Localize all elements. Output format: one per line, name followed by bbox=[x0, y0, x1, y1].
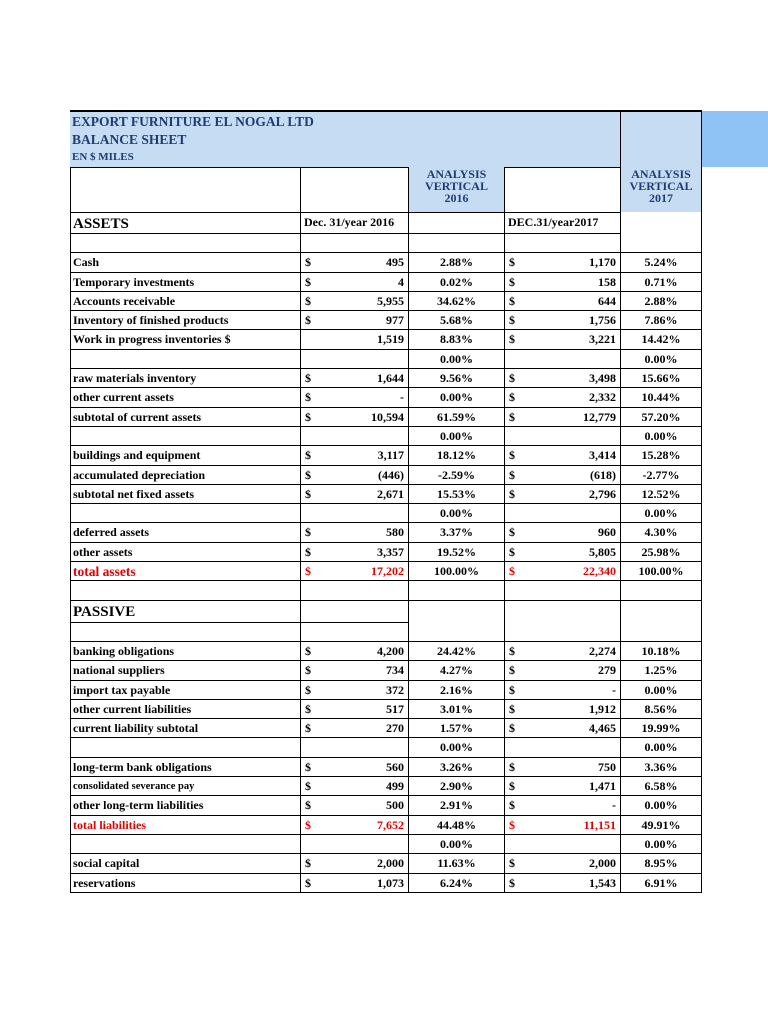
percent-2016: 8.83% bbox=[408, 330, 504, 349]
unit-label: EN $ MILES bbox=[72, 151, 134, 163]
value-2016: 4,200 bbox=[318, 642, 408, 661]
value-2016: 977 bbox=[318, 311, 408, 330]
column-header-row bbox=[70, 167, 702, 212]
table-row bbox=[70, 523, 702, 542]
value-2017: 2,274 bbox=[522, 642, 620, 661]
percent-2016: 0.00% bbox=[408, 504, 504, 523]
table-row bbox=[70, 485, 702, 504]
percent-2017: 14.42% bbox=[620, 330, 702, 349]
percent-2017: 57.20% bbox=[620, 408, 702, 427]
table-row bbox=[70, 642, 702, 661]
value-2016: 1,519 bbox=[318, 330, 408, 349]
value-2016 bbox=[318, 350, 408, 369]
value-2017: 2,796 bbox=[522, 485, 620, 504]
currency-2017: $ bbox=[504, 311, 522, 330]
percent-2016: 15.53% bbox=[408, 485, 504, 504]
percent-2016: 44.48% bbox=[408, 816, 504, 835]
currency-2017: $ bbox=[504, 273, 522, 292]
value-2017: - bbox=[522, 681, 620, 700]
value-2017: 11,151 bbox=[522, 816, 620, 835]
percent-2017: 0.00% bbox=[620, 427, 702, 446]
percent-2017: 6.58% bbox=[620, 777, 702, 796]
currency-2017: $ bbox=[504, 874, 522, 893]
currency-2016: $ bbox=[300, 758, 318, 777]
table-row bbox=[70, 601, 702, 623]
value-2017: 1,471 bbox=[522, 777, 620, 796]
value-2017 bbox=[522, 350, 620, 369]
row-label: other current liabilities bbox=[70, 700, 300, 719]
currency-2017: $ bbox=[504, 292, 522, 311]
percent-2017: 1.25% bbox=[620, 661, 702, 680]
currency-2016: $ bbox=[300, 408, 318, 427]
table-row bbox=[70, 681, 702, 700]
value-2016 bbox=[318, 504, 408, 523]
percent-2017: 0.00% bbox=[620, 796, 702, 815]
currency-2016 bbox=[300, 504, 318, 523]
percent-2017: 3.36% bbox=[620, 758, 702, 777]
value-2017 bbox=[522, 427, 620, 446]
row-label: total assets bbox=[70, 562, 300, 581]
value-2017: 3,221 bbox=[522, 330, 620, 349]
currency-2016: $ bbox=[300, 485, 318, 504]
value-2017: 644 bbox=[522, 292, 620, 311]
table-row bbox=[70, 758, 702, 777]
table-row bbox=[70, 738, 702, 757]
percent-2016: 3.01% bbox=[408, 700, 504, 719]
percent-2016: 34.62% bbox=[408, 292, 504, 311]
percent-2017: 0.00% bbox=[620, 738, 702, 757]
value-2016: 2,000 bbox=[318, 854, 408, 873]
table-row bbox=[70, 623, 702, 642]
percent-2016: 0.00% bbox=[408, 738, 504, 757]
currency-2016: $ bbox=[300, 292, 318, 311]
currency-2017: $ bbox=[504, 681, 522, 700]
row-label: accumulated depreciation bbox=[70, 466, 300, 485]
percent-2016: 0.00% bbox=[408, 388, 504, 407]
value-2016: - bbox=[318, 388, 408, 407]
currency-2017 bbox=[504, 504, 522, 523]
percent-2016: 0.00% bbox=[408, 835, 504, 854]
row-label: subtotal of current assets bbox=[70, 408, 300, 427]
percent-2016: 0.00% bbox=[408, 350, 504, 369]
value-2017: 3,498 bbox=[522, 369, 620, 388]
percent-2016: 1.57% bbox=[408, 719, 504, 738]
value-2016: 4 bbox=[318, 273, 408, 292]
percent-2016: 4.27% bbox=[408, 661, 504, 680]
table-row bbox=[70, 273, 702, 292]
percent-2016: 2.91% bbox=[408, 796, 504, 815]
row-label: reservations bbox=[70, 874, 300, 893]
percent-2017: 10.44% bbox=[620, 388, 702, 407]
percent-2017: 12.52% bbox=[620, 485, 702, 504]
row-label: buildings and equipment bbox=[70, 446, 300, 465]
value-2017: 2,000 bbox=[522, 854, 620, 873]
value-2017: 1,543 bbox=[522, 874, 620, 893]
percent-2017: 7.86% bbox=[620, 311, 702, 330]
currency-2017 bbox=[504, 835, 522, 854]
currency-2016: $ bbox=[300, 642, 318, 661]
value-2016: 5,955 bbox=[318, 292, 408, 311]
table-row bbox=[70, 700, 702, 719]
currency-2017: $ bbox=[504, 253, 522, 272]
table-row bbox=[70, 816, 702, 835]
value-2017: 5,805 bbox=[522, 543, 620, 562]
value-2017: 960 bbox=[522, 523, 620, 542]
value-2016 bbox=[318, 738, 408, 757]
percent-2017: 4.30% bbox=[620, 523, 702, 542]
value-2017: 750 bbox=[522, 758, 620, 777]
header-accent-bar bbox=[700, 111, 768, 167]
row-label: current liability subtotal bbox=[70, 719, 300, 738]
currency-2016: $ bbox=[300, 854, 318, 873]
table-row bbox=[70, 835, 702, 854]
value-2016: 517 bbox=[318, 700, 408, 719]
row-label: raw materials inventory bbox=[70, 369, 300, 388]
value-2016 bbox=[318, 427, 408, 446]
percent-2017: 10.18% bbox=[620, 642, 702, 661]
value-2017: 3,414 bbox=[522, 446, 620, 465]
currency-2017 bbox=[504, 427, 522, 446]
row-label: import tax payable bbox=[70, 681, 300, 700]
currency-2016: $ bbox=[300, 369, 318, 388]
table-row bbox=[70, 719, 702, 738]
value-2016: 499 bbox=[318, 777, 408, 796]
row-label: other current assets bbox=[70, 388, 300, 407]
value-2016: 560 bbox=[318, 758, 408, 777]
date-2016: Dec. 31/year 2016 bbox=[300, 212, 408, 234]
value-2017: 279 bbox=[522, 661, 620, 680]
table-row bbox=[70, 369, 702, 388]
percent-2017: 100.00% bbox=[620, 562, 702, 581]
percent-2017: 0.00% bbox=[620, 350, 702, 369]
percent-2016: 6.24% bbox=[408, 874, 504, 893]
currency-2016: $ bbox=[300, 562, 318, 581]
currency-2017: $ bbox=[504, 719, 522, 738]
value-2017: 1,170 bbox=[522, 253, 620, 272]
table-row bbox=[70, 427, 702, 446]
top-rule bbox=[70, 110, 702, 112]
table-row bbox=[70, 408, 702, 427]
table-body bbox=[70, 234, 702, 893]
table-row bbox=[70, 466, 702, 485]
currency-2016 bbox=[300, 330, 318, 349]
currency-2016 bbox=[300, 427, 318, 446]
percent-2017: 6.91% bbox=[620, 874, 702, 893]
table-row bbox=[70, 234, 702, 253]
value-2016: 3,117 bbox=[318, 446, 408, 465]
row-label bbox=[70, 738, 300, 757]
currency-2017: $ bbox=[504, 562, 522, 581]
value-2016 bbox=[318, 835, 408, 854]
table-row bbox=[70, 854, 702, 873]
table-row bbox=[70, 874, 702, 893]
percent-2016: 18.12% bbox=[408, 446, 504, 465]
currency-2017: $ bbox=[504, 700, 522, 719]
row-label: other assets bbox=[70, 543, 300, 562]
currency-2017: $ bbox=[504, 466, 522, 485]
percent-2017: 15.66% bbox=[620, 369, 702, 388]
row-label bbox=[70, 835, 300, 854]
currency-2016: $ bbox=[300, 466, 318, 485]
value-2017: 2,332 bbox=[522, 388, 620, 407]
percent-2016: 2.16% bbox=[408, 681, 504, 700]
value-2017: (618) bbox=[522, 466, 620, 485]
row-label: national suppliers bbox=[70, 661, 300, 680]
value-2016: 1,644 bbox=[318, 369, 408, 388]
value-2016: 734 bbox=[318, 661, 408, 680]
currency-2016: $ bbox=[300, 661, 318, 680]
percent-2016: 0.02% bbox=[408, 273, 504, 292]
percent-2017: -2.77% bbox=[620, 466, 702, 485]
value-2016: 17,202 bbox=[318, 562, 408, 581]
percent-2016: 61.59% bbox=[408, 408, 504, 427]
table-row bbox=[70, 253, 702, 272]
currency-2016: $ bbox=[300, 273, 318, 292]
row-label bbox=[70, 350, 300, 369]
percent-2017: 0.00% bbox=[620, 835, 702, 854]
currency-2016: $ bbox=[300, 700, 318, 719]
value-2017 bbox=[522, 738, 620, 757]
currency-2017: $ bbox=[504, 369, 522, 388]
percent-2016: 3.26% bbox=[408, 758, 504, 777]
percent-2016: 11.63% bbox=[408, 854, 504, 873]
table-row bbox=[70, 292, 702, 311]
percent-2017: 8.56% bbox=[620, 700, 702, 719]
value-2017: 12,779 bbox=[522, 408, 620, 427]
value-2016: 270 bbox=[318, 719, 408, 738]
currency-2016: $ bbox=[300, 874, 318, 893]
percent-2016: -2.59% bbox=[408, 466, 504, 485]
section-label: PASSIVE bbox=[70, 601, 300, 623]
table-row bbox=[70, 350, 702, 369]
currency-2017: $ bbox=[504, 330, 522, 349]
value-2016: 495 bbox=[318, 253, 408, 272]
value-2017: 1,912 bbox=[522, 700, 620, 719]
percent-2017: 8.95% bbox=[620, 854, 702, 873]
currency-2016: $ bbox=[300, 446, 318, 465]
percent-2017: 5.24% bbox=[620, 253, 702, 272]
table-row bbox=[70, 311, 702, 330]
date-2017: DEC.31/year2017 bbox=[504, 212, 620, 234]
percent-2017: 19.99% bbox=[620, 719, 702, 738]
percent-2017: 0.00% bbox=[620, 681, 702, 700]
row-label: Inventory of finished products bbox=[70, 311, 300, 330]
percent-2016: 3.37% bbox=[408, 523, 504, 542]
balance-sheet-table bbox=[70, 167, 702, 893]
currency-2017: $ bbox=[504, 388, 522, 407]
currency-2016: $ bbox=[300, 311, 318, 330]
table-row bbox=[70, 446, 702, 465]
row-label bbox=[70, 427, 300, 446]
table-row bbox=[70, 796, 702, 815]
value-2016: 580 bbox=[318, 523, 408, 542]
currency-2016 bbox=[300, 835, 318, 854]
value-2016: (446) bbox=[318, 466, 408, 485]
percent-2016: 5.68% bbox=[408, 311, 504, 330]
currency-2017: $ bbox=[504, 816, 522, 835]
currency-2016: $ bbox=[300, 543, 318, 562]
currency-2017: $ bbox=[504, 642, 522, 661]
company-name: EXPORT FURNITURE EL NOGAL LTD bbox=[72, 114, 314, 129]
title-block-right bbox=[620, 111, 702, 167]
value-2016: 10,594 bbox=[318, 408, 408, 427]
value-2016: 3,357 bbox=[318, 543, 408, 562]
row-label: banking obligations bbox=[70, 642, 300, 661]
value-2017 bbox=[522, 835, 620, 854]
percent-2017: 25.98% bbox=[620, 543, 702, 562]
value-2016: 500 bbox=[318, 796, 408, 815]
currency-2017 bbox=[504, 738, 522, 757]
value-2017: 158 bbox=[522, 273, 620, 292]
percent-2016: 2.90% bbox=[408, 777, 504, 796]
currency-2017: $ bbox=[504, 854, 522, 873]
currency-2016 bbox=[300, 738, 318, 757]
document-title: BALANCE SHEET bbox=[72, 132, 187, 147]
table-row bbox=[70, 388, 702, 407]
assets-label: ASSETS bbox=[70, 212, 300, 234]
table-row bbox=[70, 330, 702, 349]
currency-2016: $ bbox=[300, 719, 318, 738]
currency-2017: $ bbox=[504, 758, 522, 777]
row-label: consolidated severance pay bbox=[70, 777, 300, 796]
currency-2017: $ bbox=[504, 796, 522, 815]
currency-2017 bbox=[504, 350, 522, 369]
currency-2017: $ bbox=[504, 446, 522, 465]
value-2017: 4,465 bbox=[522, 719, 620, 738]
row-label: subtotal net fixed assets bbox=[70, 485, 300, 504]
table-row bbox=[70, 581, 702, 600]
row-label: Work in progress inventories $ bbox=[70, 330, 300, 349]
row-label: Temporary investments bbox=[70, 273, 300, 292]
currency-2016: $ bbox=[300, 523, 318, 542]
currency-2016: $ bbox=[300, 816, 318, 835]
percent-2017: 0.71% bbox=[620, 273, 702, 292]
currency-2017: $ bbox=[504, 661, 522, 680]
percent-2017: 0.00% bbox=[620, 504, 702, 523]
row-label: Cash bbox=[70, 253, 300, 272]
percent-2017: 15.28% bbox=[620, 446, 702, 465]
row-label: long-term bank obligations bbox=[70, 758, 300, 777]
value-2016: 1,073 bbox=[318, 874, 408, 893]
row-label: total liabilities bbox=[70, 816, 300, 835]
table-row bbox=[70, 661, 702, 680]
currency-2017: $ bbox=[504, 408, 522, 427]
percent-2016: 2.88% bbox=[408, 253, 504, 272]
value-2017: - bbox=[522, 796, 620, 815]
table-row bbox=[70, 562, 702, 581]
table-row bbox=[70, 777, 702, 796]
currency-2017: $ bbox=[504, 485, 522, 504]
percent-2016: 24.42% bbox=[408, 642, 504, 661]
currency-2016: $ bbox=[300, 681, 318, 700]
value-2016: 372 bbox=[318, 681, 408, 700]
percent-2016: 9.56% bbox=[408, 369, 504, 388]
currency-2016: $ bbox=[300, 388, 318, 407]
table-row bbox=[70, 504, 702, 523]
percent-2017: 49.91% bbox=[620, 816, 702, 835]
analysis-2016-header: ANALYSIS VERTICAL 2016 bbox=[408, 167, 504, 212]
currency-2017: $ bbox=[504, 777, 522, 796]
percent-2016: 19.52% bbox=[408, 543, 504, 562]
value-2016: 2,671 bbox=[318, 485, 408, 504]
table-row bbox=[70, 543, 702, 562]
currency-2016: $ bbox=[300, 253, 318, 272]
row-label: social capital bbox=[70, 854, 300, 873]
row-label: deferred assets bbox=[70, 523, 300, 542]
analysis-2017-header: ANALYSIS VERTICAL 2017 bbox=[620, 167, 702, 212]
currency-2017: $ bbox=[504, 523, 522, 542]
row-label: Accounts receivable bbox=[70, 292, 300, 311]
currency-2017: $ bbox=[504, 543, 522, 562]
row-label bbox=[70, 504, 300, 523]
currency-2016: $ bbox=[300, 796, 318, 815]
percent-2016: 0.00% bbox=[408, 427, 504, 446]
percent-2017: 2.88% bbox=[620, 292, 702, 311]
value-2017: 22,340 bbox=[522, 562, 620, 581]
row-label: other long-term liabilities bbox=[70, 796, 300, 815]
value-2017: 1,756 bbox=[522, 311, 620, 330]
currency-2016: $ bbox=[300, 777, 318, 796]
value-2017 bbox=[522, 504, 620, 523]
assets-header-row bbox=[70, 212, 702, 234]
percent-2016: 100.00% bbox=[408, 562, 504, 581]
value-2016: 7,652 bbox=[318, 816, 408, 835]
currency-2016 bbox=[300, 350, 318, 369]
